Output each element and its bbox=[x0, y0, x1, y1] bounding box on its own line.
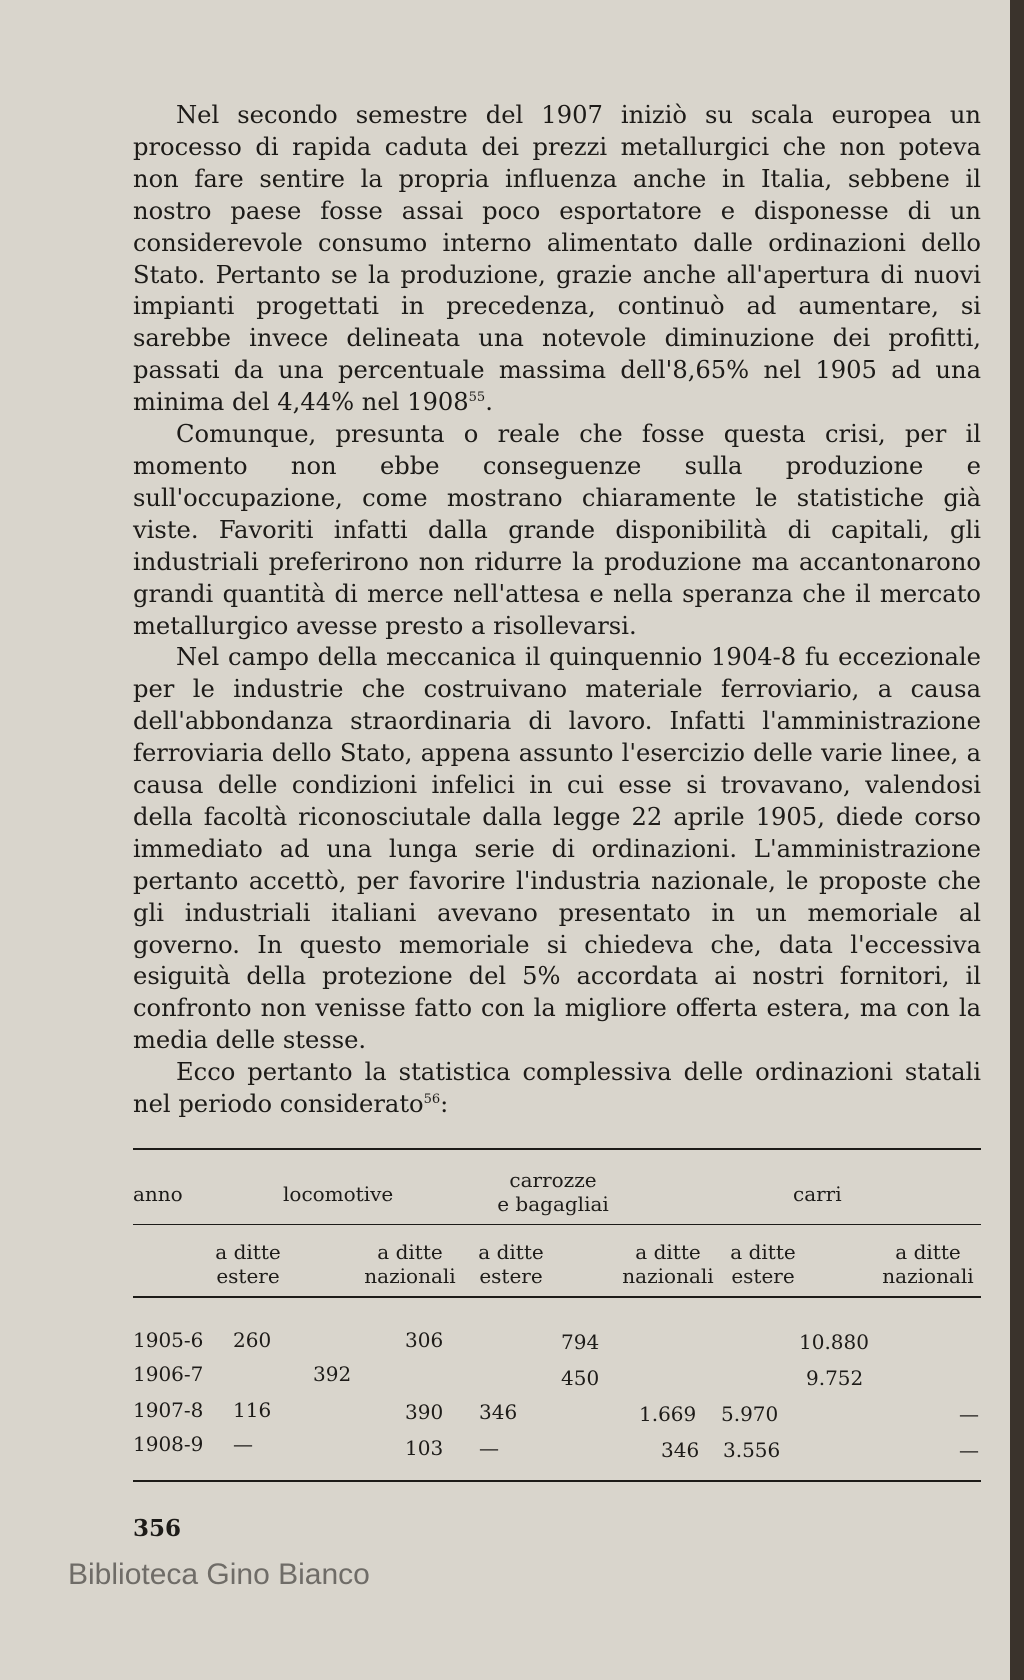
table-top-rule bbox=[133, 1148, 981, 1150]
header-divider bbox=[133, 1224, 981, 1225]
footnote-ref-56: 56 bbox=[423, 1092, 441, 1108]
subheader-carri-nazionali: a ditte nazionali bbox=[882, 1240, 974, 1288]
subheader-carri-estere: a ditte estere bbox=[730, 1240, 796, 1288]
library-watermark: Biblioteca Gino Bianco bbox=[68, 1558, 370, 1591]
subheader-loco-nazionali: a ditte nazionali bbox=[364, 1240, 456, 1288]
subheader-loco-estere: a ditte estere bbox=[215, 1240, 281, 1288]
header-anno: anno bbox=[133, 1182, 183, 1206]
subheader-carrozze-estere: a ditte estere bbox=[478, 1240, 544, 1288]
paragraph-4: Ecco pertanto la statistica complessiva delle ordinazioni statali nel periodo considerato$^{56}$: bbox=[133, 1058, 981, 1119]
subheader-carrozze-nazionali: a ditte nazionali bbox=[622, 1240, 714, 1288]
paragraph-1: Nel secondo semestre del 1907 iniziò su scala europea un processo di rapida caduta dei prezzi metallurgici che non poteva non fare sentire la propria influenza anche in Italia, sebbene il nostro paese fosse assai poco esportatore e disponesse di un considerevole consumo interno alimentato dalle ordinazioni dello Stato. Pertanto se la produzione, grazie anche all'apertura di nuovi impianti progettati in precedenza, continuò ad aumentare, si sarebbe invece delineata una notevole diminuzione dei profitti, passati da una percentuale massima dell'8,65% nel 1905 ad una minima del 4,44% nel 1908$^{55}$. bbox=[133, 101, 981, 417]
page-edge-shadow bbox=[1010, 0, 1024, 1680]
paragraph-2: Comunque, presunta o reale che fosse questa crisi, per il momento non ebbe conseguenze sulla produzione e sull'occupazione, come mostrano chiaramente le statistiche già viste. Favoriti infatti dalla grande disponibilità di capitali, gli industriali preferirono non ridurre la produzione ma accantonarono grandi quantità di merce nell'attesa e nella speranza che il mercato metallurgico avesse presto a risollevarsi. bbox=[133, 420, 981, 640]
header-locomotive: locomotive bbox=[283, 1182, 394, 1206]
header-carrozze: carrozze e bagagliai bbox=[497, 1168, 609, 1216]
footnote-ref-55: 55 bbox=[468, 390, 486, 406]
body-text bbox=[133, 100, 981, 1121]
subheader-divider bbox=[133, 1296, 981, 1298]
table-bottom-rule bbox=[133, 1480, 981, 1482]
paragraph-3: Nel campo della meccanica il quinquennio 1904-8 fu eccezionale per le industrie che costruivano materiale ferroviario, a causa dell'abbondanza straordinaria di lavoro. Infatti l'amministrazione ferroviaria dello Stato, appena assunto l'esercizio delle varie linee, a causa delle condizioni infelici in cui esse si trovavano, valendosi della facoltà riconosciutale dalla legge 22 aprile 1905, diede corso immediato ad una lunga serie di ordinazioni. L'amministrazione pertanto accettò, per favorire l'industria nazionale, le proposte che gli industriali italiani avevano presentato in un memoriale al governo. In questo memoriale si chiedeva che, data l'eccessiva esiguità della protezione del 5% accordata ai nostri fornitori, il confronto non venisse fatto con la migliore offerta estera, ma con la media delle stesse. bbox=[133, 643, 981, 1055]
book-page: Nel secondo semestre del 1907 iniziò su scala europea un processo di rapida caduta dei prezzi metallurgici che non poteva non fare sentire la propria influenza anche in Italia, sebbene il nostro paese fosse assai poco esportatore e disponesse di un considerevole consumo interno alimentato dalle ordinazioni dello Stato. Pertanto se la produzione, grazie anche all'apertura di nuovi impianti progettati in precedenza, continuò ad aumentare, si sarebbe invece delineata una notevole diminuzione dei profitti, passati da una percentuale massima dell'8,65% nel 1905 ad una minima del 4,44% nel 1908$^{55}$. Comunque, presunta o reale che fosse questa crisi, per il momento non ebbe conseguenze sulla produzione e sull'occupazione, come mostrano chiaramente le statistiche già viste. Favoriti infatti dalla grande disponibilità di capitali, gli industriali preferirono non ridurre la produzione ma accantonarono grandi quantità di merce nell'attesa e nella speranza che il mercato metallurgico avesse presto a risollevarsi. Nel campo della meccanica il quinquennio 1904-8 fu eccezionale per le industrie che costruivano materiale ferroviario, a causa dell'abbondanza straordinaria di lavoro. Infatti l'amministrazione ferroviaria dello Stato, appena assunto l'esercizio delle varie linee, a causa delle condizioni infelici in cui esse si trovavano, valendosi della facoltà riconosciutale dalla legge 22 aprile 1905, diede corso immediato ad una lunga serie di ordinazioni. L'amministrazione pertanto accettò, per favorire l'industria nazionale, le proposte che gli industriali italiani avevano presentato in un memoriale al governo. In questo memoriale si chiedeva che, data l'eccessiva esiguità della protezione del 5% accordata ai nostri fornitori, il confronto non venisse fatto con la migliore offerta estera, ma con la media delle stesse. Ecco pertanto la statistica complessiva delle ordinazioni statali nel periodo considerato$^{56}$: anno locomotive carrozze e bagagliai carri a ditte estere a ditte nazionali a ditte estere a ditte nazionali a ditte estere a ditte nazionali 1905-6 260 306 794 10.880 1906-7 392 450 9.752 1907-8 116 390 346 1.669 5.970 — 1908-9 — 103 — 346 3.556 — 356 Biblioteca Gino Bianco bbox=[0, 0, 1010, 1680]
page-number: 356 bbox=[133, 1515, 182, 1542]
header-carri: carri bbox=[793, 1182, 842, 1206]
